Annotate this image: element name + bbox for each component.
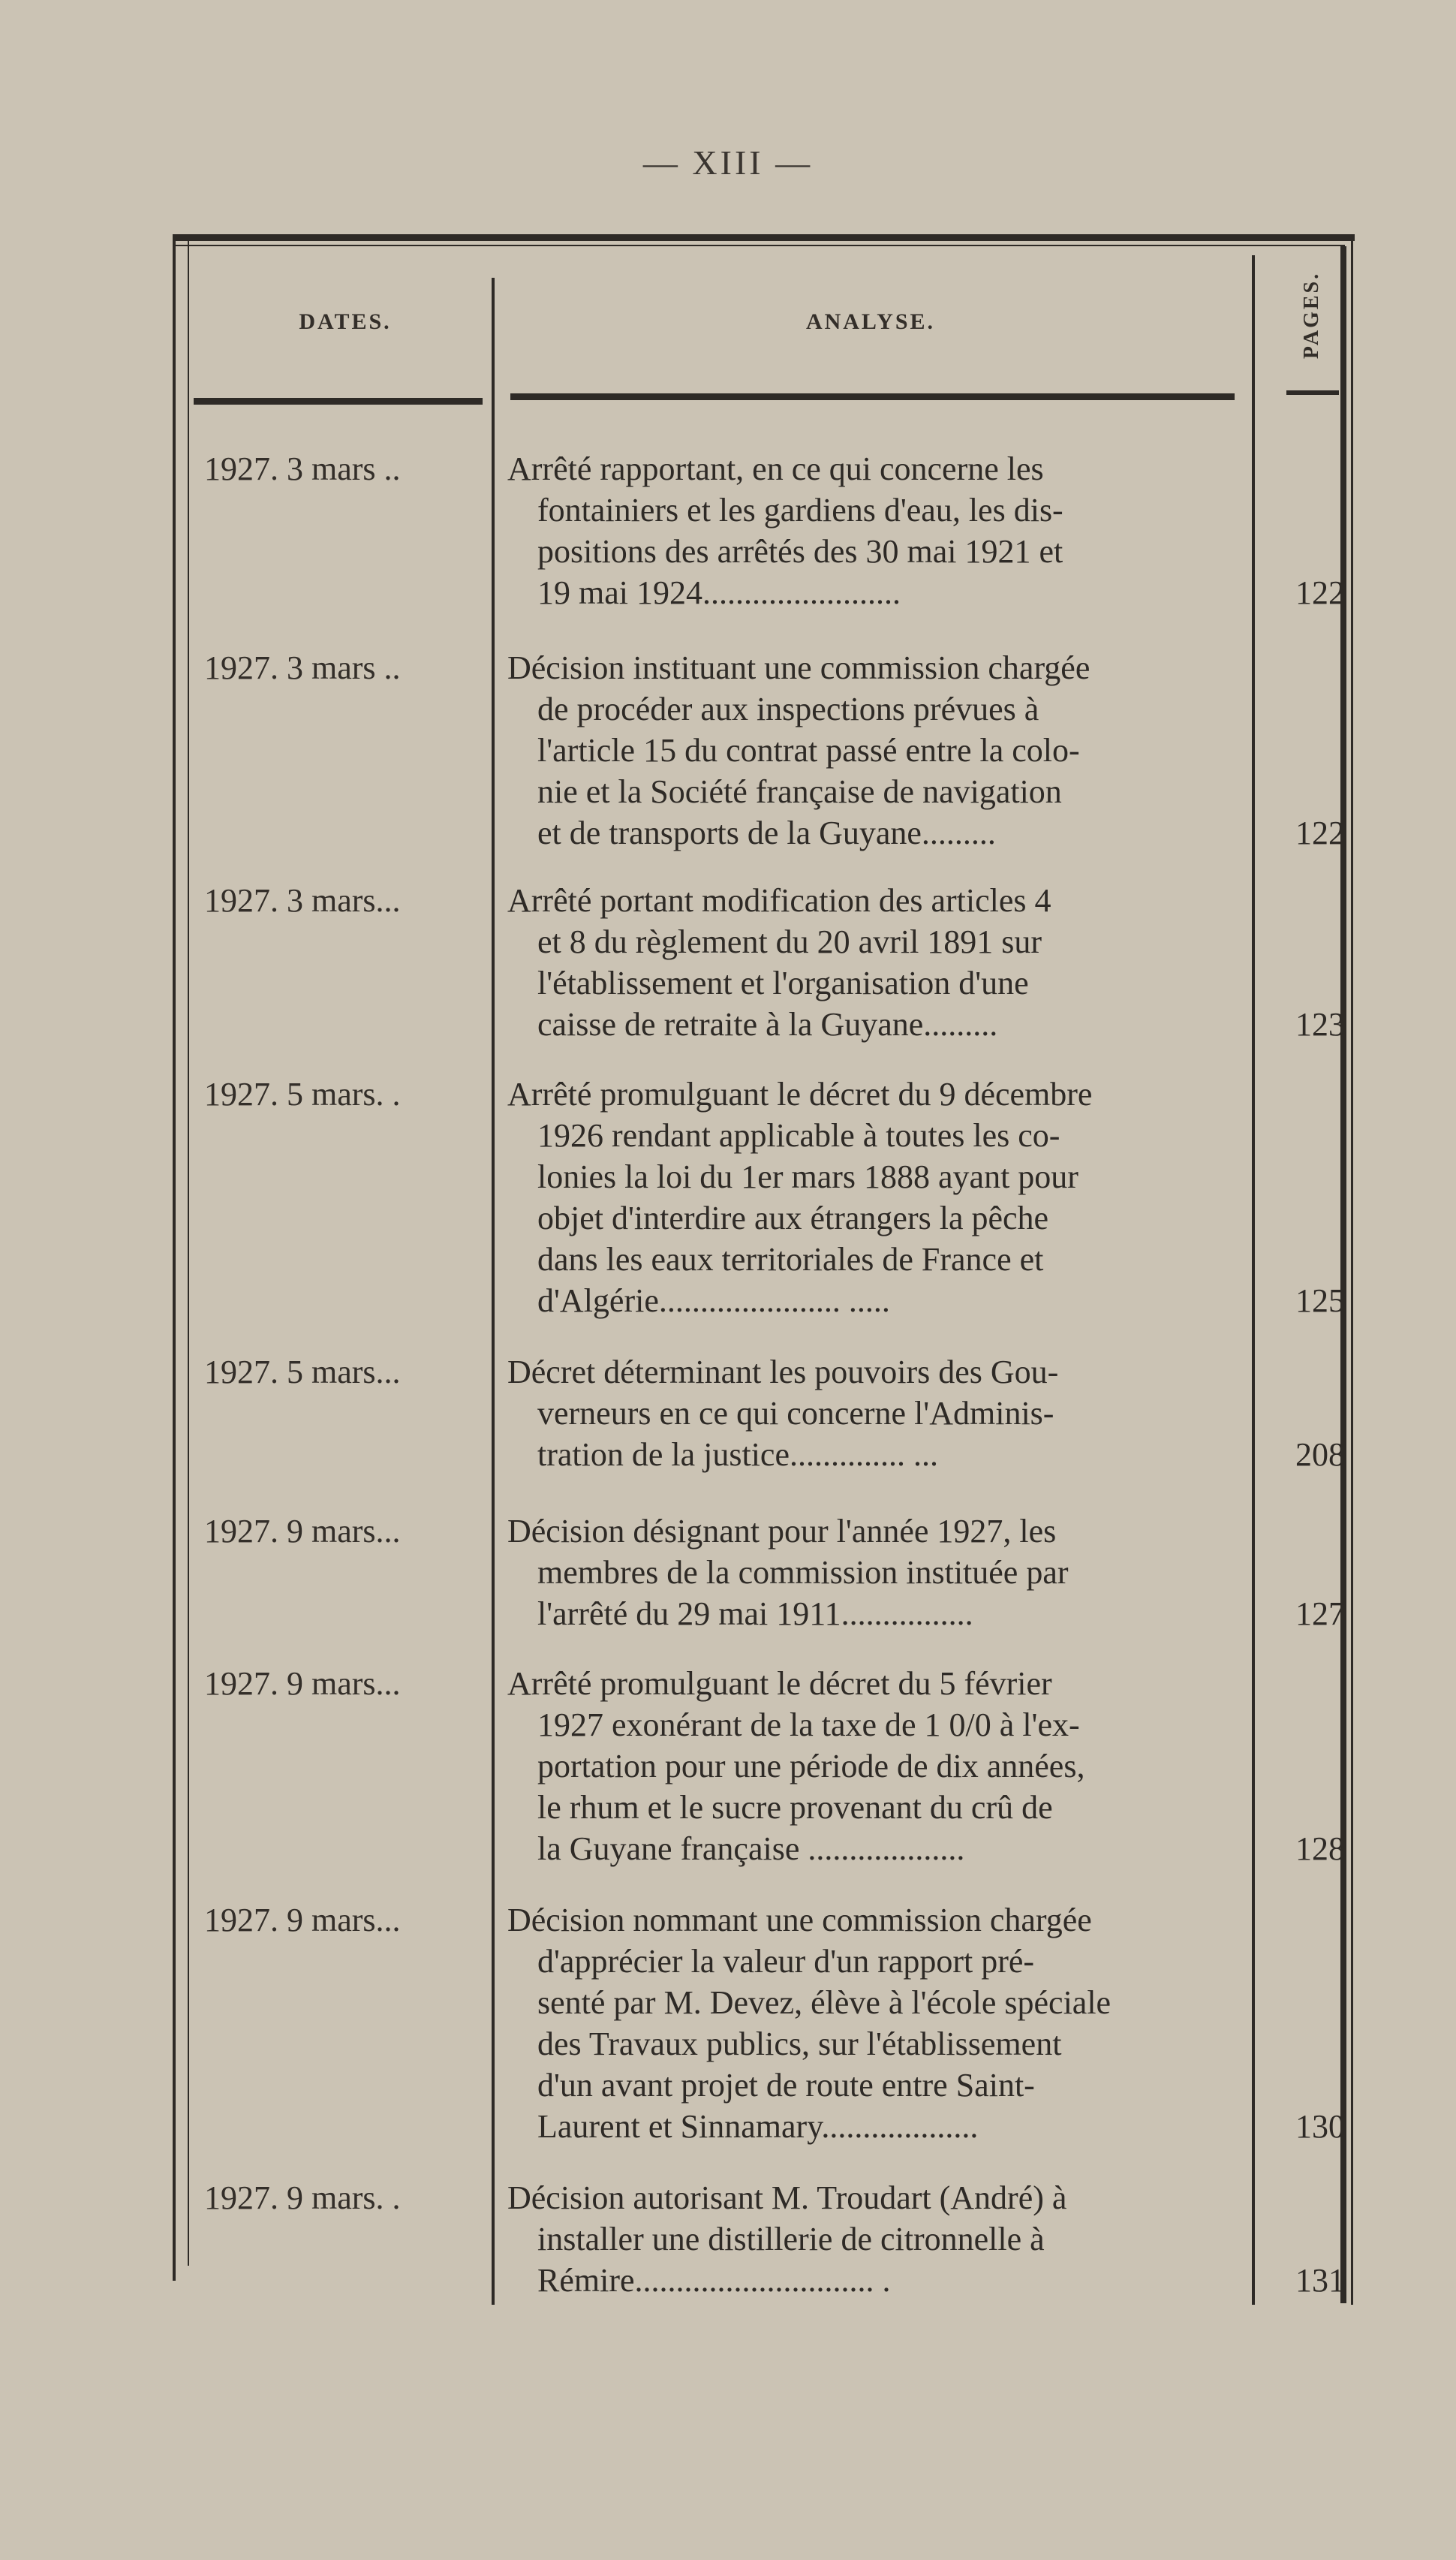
table-top-rule-thin [174, 245, 1345, 246]
entry-date: 1927. 3 mars .. [204, 450, 401, 487]
table-right-border [1340, 246, 1346, 2303]
header-dates: DATES. [299, 309, 392, 334]
table-top-rule [173, 234, 1355, 241]
entry-page: 130 [1295, 2108, 1345, 2145]
entry-page: 122 [1295, 815, 1345, 851]
entry-analysis: Décision nommant une commission chargée d'apprécier la valeur d'un rapport pré- senté par M. Devez, élève à l'école spéciale des Travaux publics, sur l'établissement d'un avant projet de route entre Saint- Laurent et Sinnamary................... [507, 1902, 1112, 2145]
entry-analysis: Arrêté promulguant le décret du 9 décembre 1926 rendant applicable à toutes les co- lonies la loi du 1er mars 1888 ayant pour objet d'interdire aux étrangers la pêche dans les eaux territoriales de France et d'Algérie...................... ..... [507, 1076, 1093, 1319]
column-divider-pages [1252, 255, 1255, 2305]
header-underline-dates [194, 398, 483, 405]
entry-page: 125 [1295, 1282, 1345, 1319]
entry-page: 123 [1295, 1006, 1345, 1043]
entry-analysis: Décret déterminant les pouvoirs des Gou- verneurs en ce qui concerne l'Adminis- tration de la justice.............. ... [507, 1354, 1059, 1473]
entry-page: 208 [1295, 1436, 1345, 1473]
entry-analysis: Arrêté portant modification des articles 4 et 8 du règlement du 20 avril 1891 sur l'établissement et l'organisation d'une caisse de retraite à la Guyane......... [507, 882, 1051, 1043]
entry-date: 1927. 9 mars... [204, 1513, 401, 1550]
entry-analysis: Décision instituant une commission chargée de procéder aux inspections prévues à l'article 15 du contrat passé entre la colo- nie et la Société française de navigation et de transports de la Guyane......... [507, 649, 1090, 851]
entry-date: 1927. 3 mars... [204, 882, 401, 919]
table-left-border [173, 239, 176, 2281]
entry-analysis: Arrêté rapportant, en ce qui concerne les fontainiers et les gardiens d'eau, les dis- positions des arrêtés des 30 mai 1921 et 19 mai 1924........................ [507, 450, 1063, 611]
entry-date: 1927. 3 mars .. [204, 649, 401, 686]
page-number: — XIII — [642, 143, 814, 182]
entry-date: 1927. 9 mars... [204, 1902, 401, 1938]
header-analyse: ANALYSE. [805, 309, 936, 334]
entry-page: 128 [1295, 1830, 1345, 1867]
entry-date: 1927. 5 mars. . [204, 1076, 401, 1113]
column-divider-dates [492, 278, 495, 2305]
table-right-border-outer [1351, 239, 1353, 2305]
entry-date: 1927. 5 mars... [204, 1354, 401, 1390]
entry-date: 1927. 9 mars. . [204, 2179, 401, 2216]
entry-analysis: Décision désignant pour l'année 1927, les membres de la commission instituée par l'arrêté du 29 mai 1911................ [507, 1513, 1069, 1632]
header-pages: PAGES. [1300, 271, 1323, 360]
entry-date: 1927. 9 mars... [204, 1665, 401, 1702]
entry-page: 127 [1295, 1595, 1345, 1632]
entry-analysis: Décision autorisant M. Troudart (André) à installer une distillerie de citronnelle à Rémire............................. . [507, 2179, 1067, 2299]
entry-analysis: Arrêté promulguant le décret du 5 février 1927 exonérant de la taxe de 1 0/0 à l'ex- portation pour une période de dix années, le rhum et le sucre provenant du crû de la Guyane française ................... [507, 1665, 1085, 1867]
header-underline-pages [1286, 390, 1339, 395]
entry-page: 131 [1295, 2262, 1345, 2299]
header-underline-analyse [510, 393, 1235, 400]
entry-page: 122 [1295, 574, 1345, 611]
table-left-border-inner [188, 239, 189, 2266]
